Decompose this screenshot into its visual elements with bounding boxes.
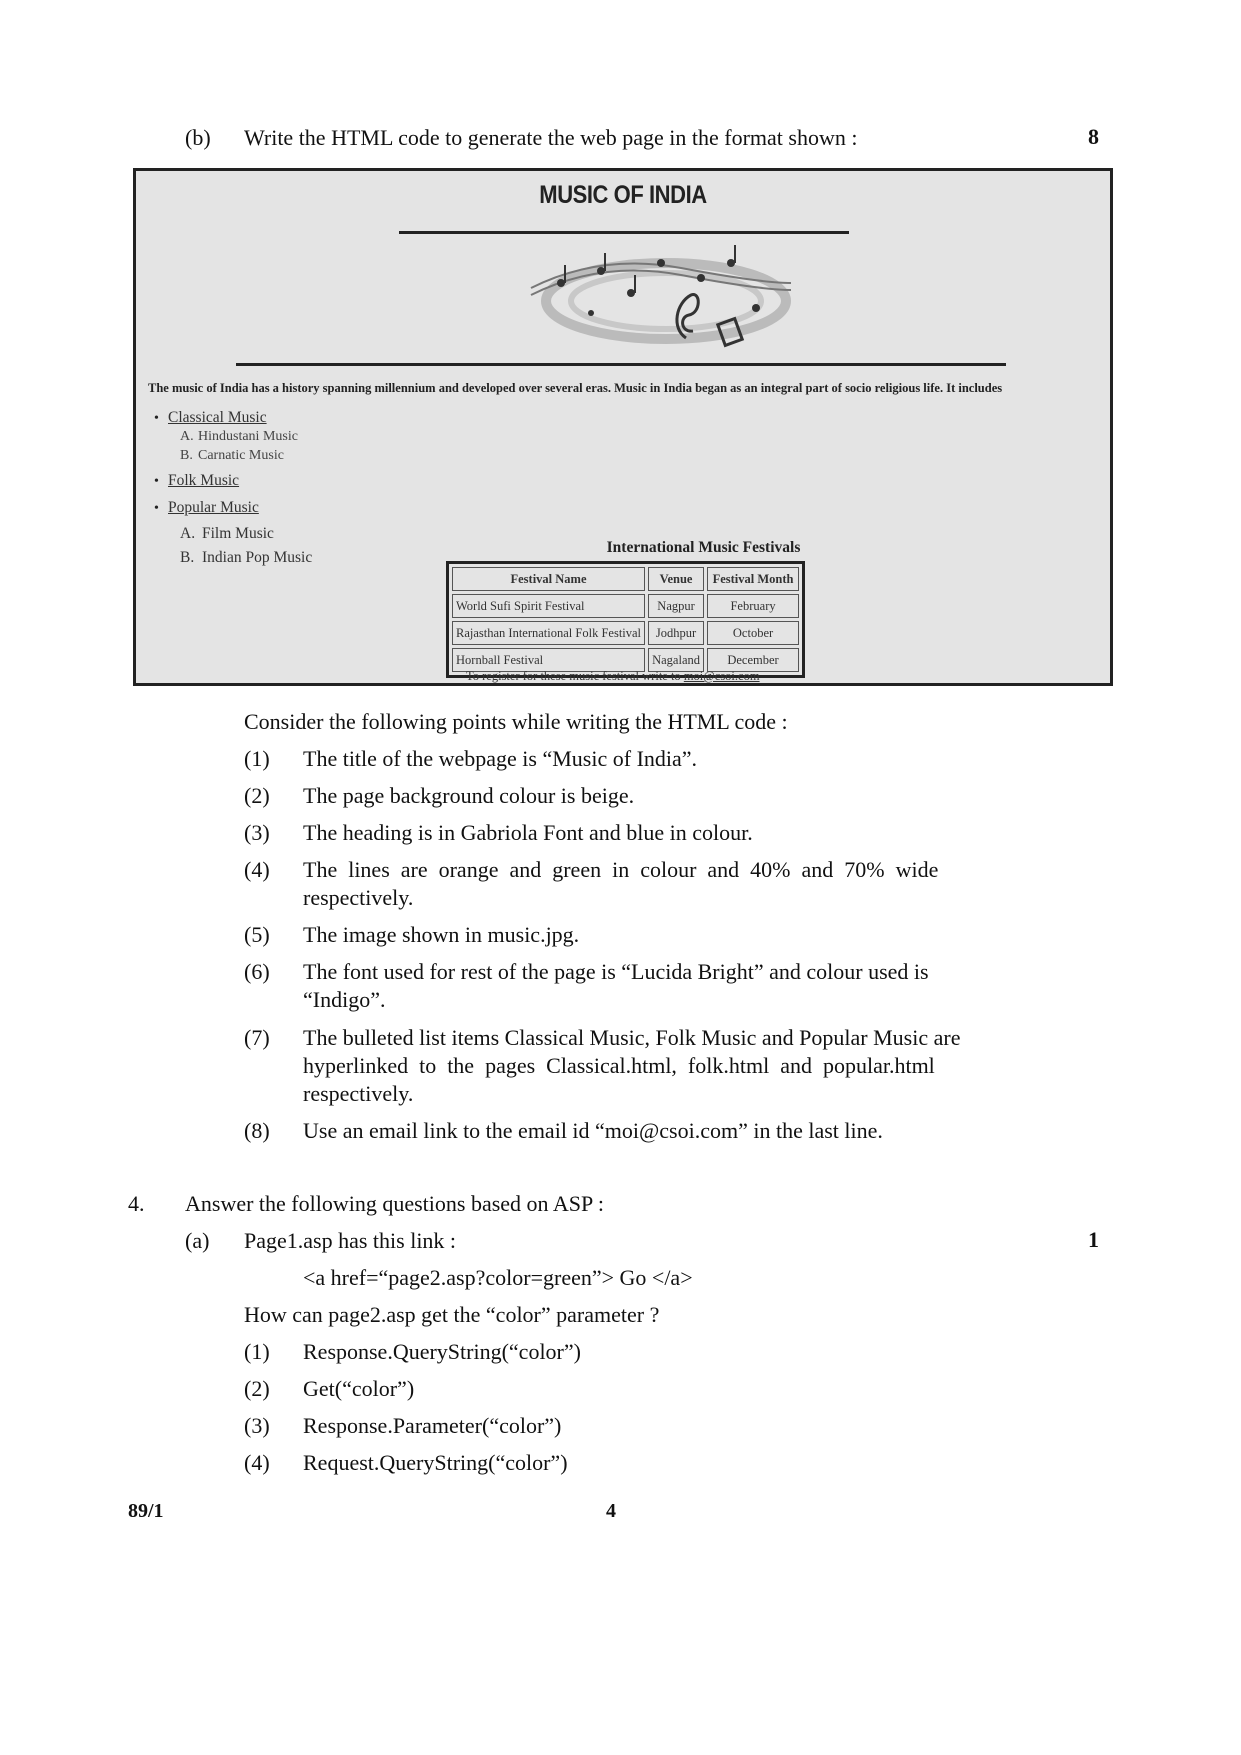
sub-item: Indian Pop Music (202, 549, 313, 566)
table-row (452, 594, 799, 618)
option-text: Response.QueryString(“color”) (303, 1339, 581, 1364)
table-header-cell: Venue (648, 567, 704, 591)
bullet-icon: • (154, 501, 159, 516)
table-cell: December (707, 648, 799, 672)
webpage-figure (133, 168, 1113, 686)
sub-marker: A. (180, 525, 196, 542)
table-cell: World Sufi Spirit Festival (452, 594, 645, 618)
option-text: Get(“color”) (303, 1376, 415, 1401)
question-4-number: 4. (128, 1191, 145, 1216)
music-notes-image (501, 233, 801, 353)
option-text: Request.QueryString(“color”) (303, 1450, 568, 1475)
sub-item: Carnatic Music (198, 448, 284, 463)
point-text: respectively. (303, 885, 414, 910)
point-text: hyperlinked to the pages Classical.html, folk.html and popular.html (303, 1053, 935, 1078)
point-text: The lines are orange and green in colour and 40% and 70% wide (303, 857, 939, 882)
point-text: “Indigo”. (303, 987, 386, 1012)
table-cell: Hornball Festival (452, 648, 645, 672)
point-number: (4) (244, 857, 270, 882)
paper-code: 89/1 (128, 1500, 164, 1522)
code-snippet: <a href=“page2.asp?color=green”> Go </a> (303, 1265, 693, 1290)
table-cell: Jodhpur (648, 621, 704, 645)
point-number: (8) (244, 1118, 270, 1143)
table-header-cell: Festival Month (707, 567, 799, 591)
table-cell: October (707, 621, 799, 645)
sub-item: Film Music (202, 525, 274, 542)
sub-marker: B. (180, 448, 193, 463)
register-line (466, 669, 760, 684)
option-text: Response.Parameter(“color”) (303, 1413, 562, 1438)
question-4a-label: (a) (185, 1228, 210, 1253)
table-cell: February (707, 594, 799, 618)
option-number: (4) (244, 1450, 270, 1475)
table-header-row (452, 567, 799, 591)
list-item-popular-link[interactable]: Popular Music (168, 499, 259, 516)
point-number: (2) (244, 783, 270, 808)
point-number: (1) (244, 746, 270, 771)
question-4-text: Answer the following questions based on ASP : (185, 1191, 604, 1216)
list-item-classical-link[interactable]: Classical Music (168, 409, 267, 426)
figure-intro-text: The music of India has a history spanning millennium and developed over several eras. Music in India began as an integral part of socio religious life. It includes (148, 381, 1003, 395)
list-item-folk-link[interactable]: Folk Music (168, 472, 240, 489)
figure-bottom-rule (236, 363, 1006, 366)
point-number: (7) (244, 1025, 270, 1050)
consider-text: Consider the following points while writing the HTML code : (244, 709, 788, 734)
option-number: (2) (244, 1376, 270, 1401)
point-number: (6) (244, 959, 270, 984)
sub-marker: B. (180, 549, 195, 566)
question-4a-marks: 1 (1088, 1227, 1099, 1252)
point-text: The title of the webpage is “Music of India”. (303, 746, 698, 771)
sub-marker: A. (180, 429, 194, 444)
sub-item: Hindustani Music (198, 429, 298, 444)
point-text: The heading is in Gabriola Font and blue in colour. (303, 820, 753, 845)
register-text: To register for these music festival write to (466, 669, 681, 683)
point-number: (3) (244, 820, 270, 845)
question-4a-ask: How can page2.asp get the “color” parameter ? (244, 1302, 660, 1327)
point-text: The font used for rest of the page is “Lucida Bright” and colour used is (303, 959, 929, 984)
bullet-icon: • (154, 474, 159, 489)
point-text: Use an email link to the email id “moi@csoi.com” in the last line. (303, 1118, 883, 1143)
option-number: (1) (244, 1339, 270, 1364)
option-number: (3) (244, 1413, 270, 1438)
table-cell: Nagpur (648, 594, 704, 618)
point-text: respectively. (303, 1081, 414, 1106)
question-4a-text: Page1.asp has this link : (244, 1228, 457, 1253)
figure-heading: MUSIC OF INDIA (539, 181, 707, 209)
bullet-icon: • (154, 411, 159, 426)
page-number: 4 (606, 1500, 616, 1522)
point-text: The bulleted list items Classical Music, Folk Music and Popular Music are (303, 1025, 961, 1050)
festival-table (446, 561, 805, 678)
table-cell: Rajasthan International Folk Festival (452, 621, 645, 645)
festival-table-caption: International Music Festivals (606, 539, 801, 556)
table-cell: Nagaland (648, 648, 704, 672)
table-header-cell: Festival Name (452, 567, 645, 591)
question-b-text: Write the HTML code to generate the web page in the format shown : (244, 125, 858, 150)
question-b-label: (b) (185, 125, 211, 150)
point-text: The image shown in music.jpg. (303, 922, 580, 947)
question-b-marks: 8 (1088, 124, 1099, 149)
register-email-link[interactable]: moi@csoi.com (683, 669, 760, 683)
point-text: The page background colour is beige. (303, 783, 635, 808)
point-number: (5) (244, 922, 270, 947)
table-row (452, 621, 799, 645)
